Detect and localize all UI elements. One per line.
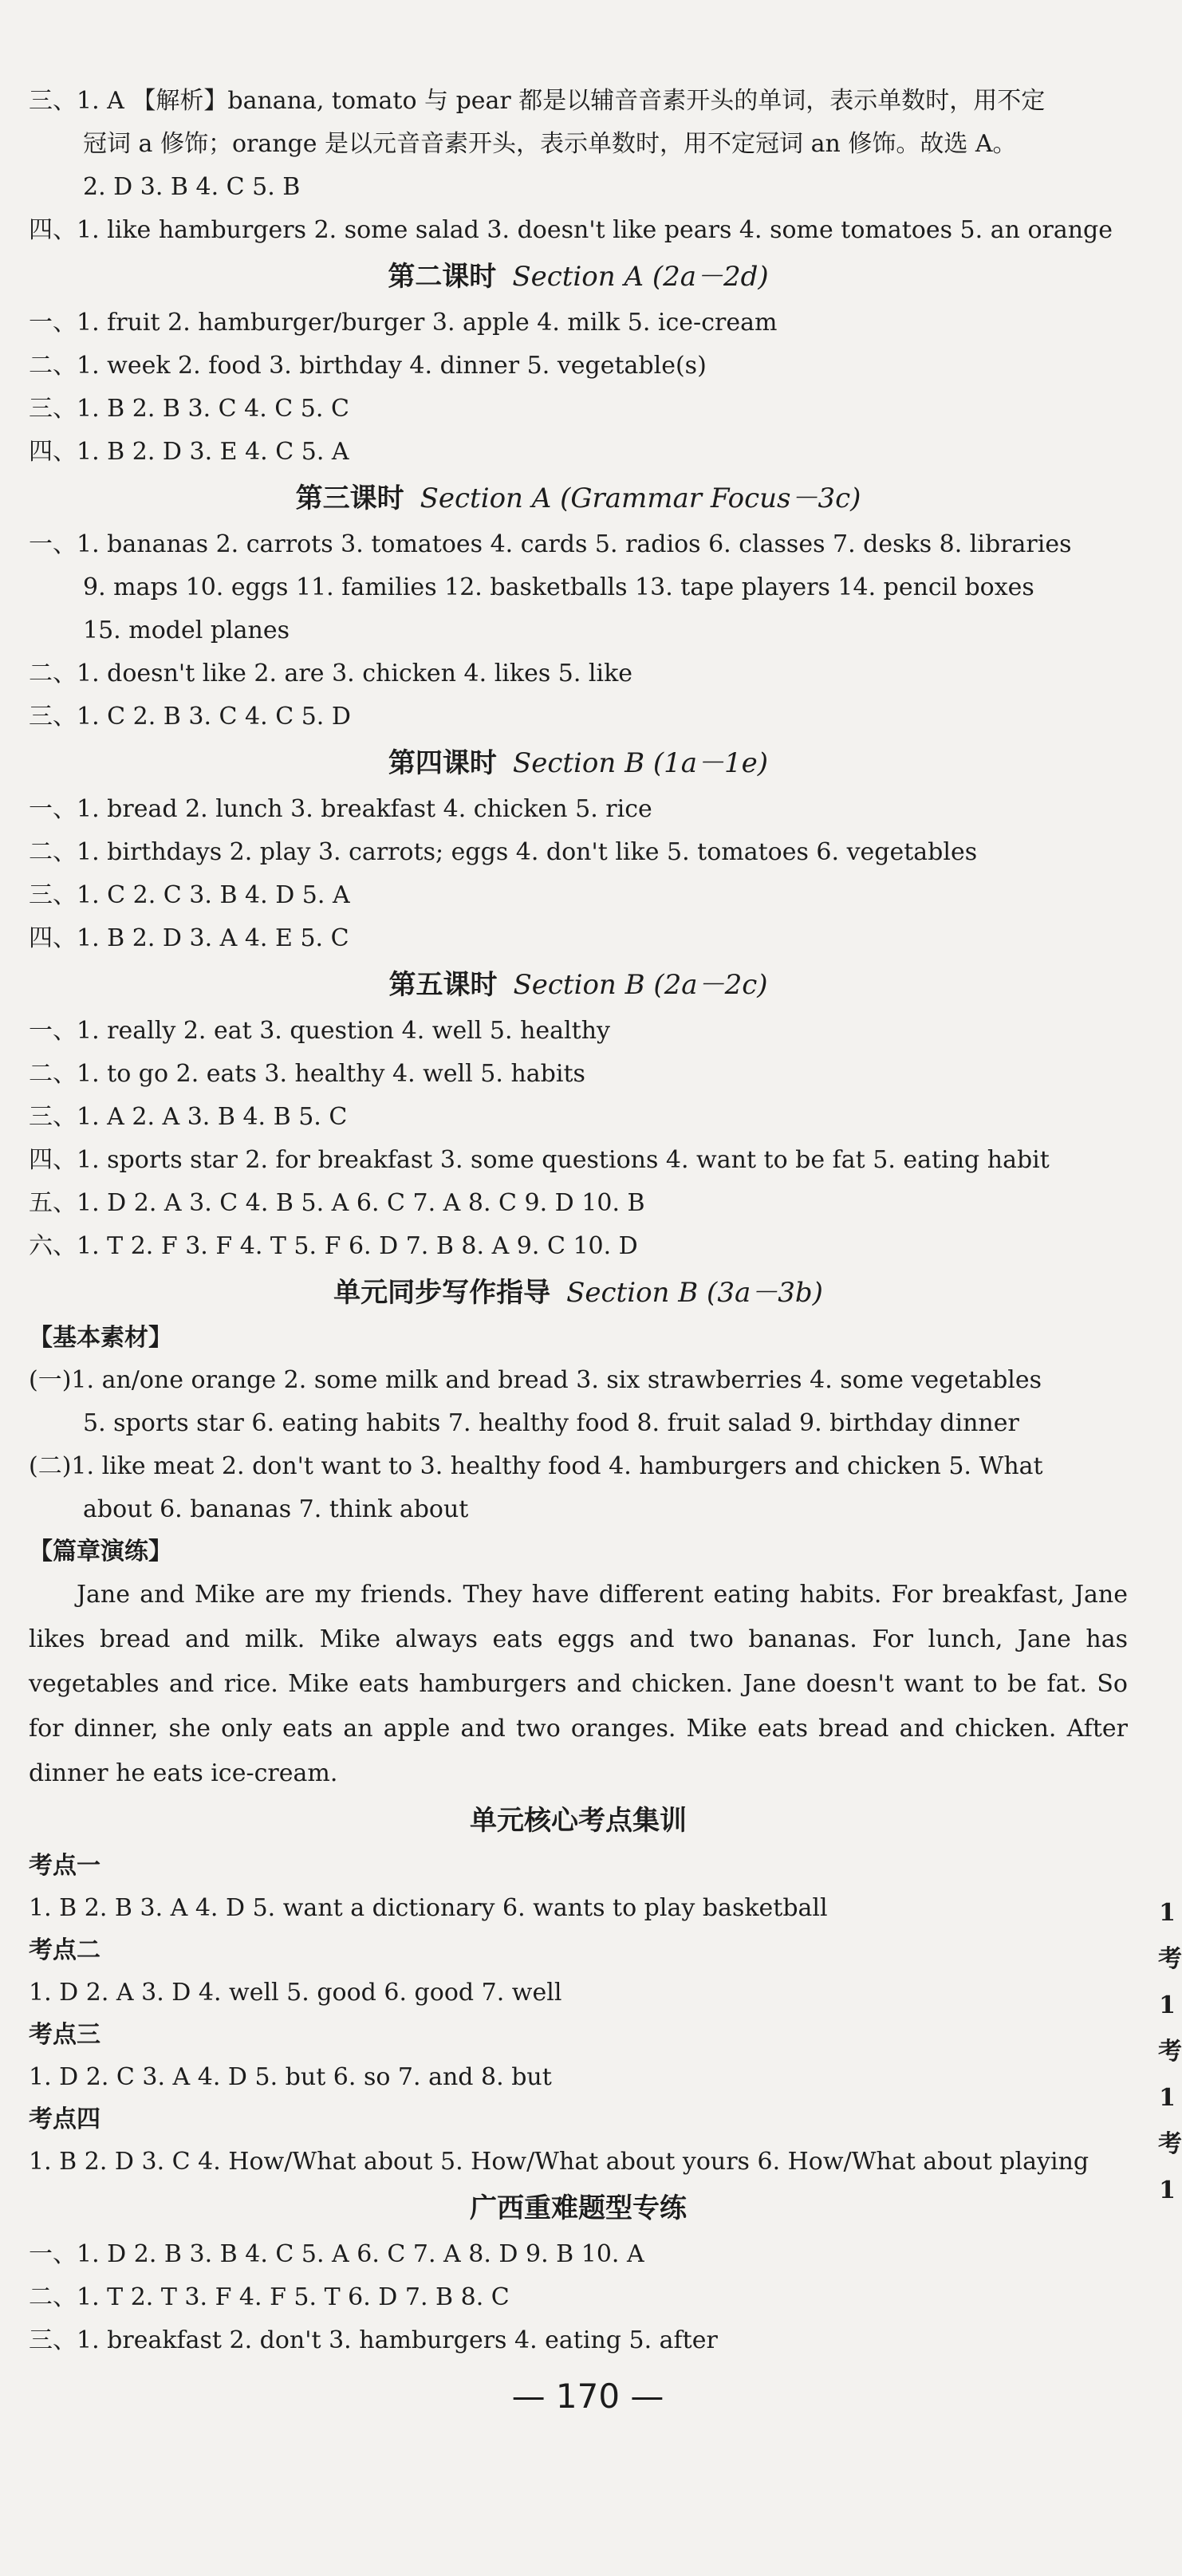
subhead: 【篇章演练】 [29, 1538, 172, 1566]
answer-line: 六、1. T 2. F 3. F 4. T 5. F 6. D 7. B 8. A 9. C 10. D [29, 1232, 638, 1260]
answer-line: 1. B 2. D 3. C 4. How/What about 5. How/What about yours 6. How/What about playing [29, 2148, 1089, 2176]
page-number: — 170 — [511, 2377, 664, 2416]
answer-line: 1. B 2. B 3. A 4. D 5. want a dictionary 6. wants to play basketball [29, 1894, 828, 1922]
answer-line: 三、1. C 2. C 3. B 4. D 5. A [29, 881, 350, 909]
answer-line: 一、1. really 2. eat 3. question 4. well 5. healthy [29, 1017, 610, 1045]
heading-title: 第三课时 [295, 483, 404, 514]
unit-heading [29, 1796, 1128, 1845]
heading-section: Section B (1a－1e) [512, 747, 769, 779]
answer-line: 一、1. fruit 2. hamburger/burger 3. apple 4. milk 5. ice-cream [29, 309, 778, 337]
subhead: 考点四 [29, 2105, 100, 2133]
answer-line: 冠词 a 修饰；orange 是以元音音素开头，表示单数时，用不定冠词 an 修饰。故选 A。 [83, 130, 1017, 158]
heading-title: 单元同步写作指导 [333, 1277, 551, 1309]
subhead: 考点三 [29, 2021, 100, 2049]
answer-line: 三、1. breakfast 2. don't 3. hamburgers 4. eating 5. after [29, 2326, 718, 2354]
answer-content [29, 80, 1128, 2362]
unit-heading [29, 1268, 1128, 1318]
edge-mark: 1 [1159, 1899, 1176, 1927]
answer-line: 一、1. bread 2. lunch 3. breakfast 4. chicken 5. rice [29, 795, 652, 823]
answer-line: 一、1. D 2. B 3. B 4. C 5. A 6. C 7. A 8. D 9. B 10. A [29, 2240, 644, 2268]
lesson-heading [29, 739, 1128, 788]
answer-line: 一、1. bananas 2. carrots 3. tomatoes 4. cards 5. radios 6. classes 7. desks 8. libraries [29, 530, 1072, 558]
answer-line: 三、1. C 2. B 3. C 4. C 5. D [29, 703, 351, 731]
edge-mark: 考 [1158, 1945, 1182, 1973]
answer-line: 二、1. to go 2. eats 3. healthy 4. well 5. habits [29, 1060, 585, 1088]
edge-mark: 1 [1159, 2084, 1176, 2112]
answer-line: 三、1. A 【解析】banana, tomato 与 pear 都是以辅音音素开头的单词，表示单数时，用不定 [29, 87, 1046, 115]
heading-title: 广西重难题型专练 [470, 2192, 687, 2224]
answer-line: (二)1. like meat 2. don't want to 3. healthy food 4. hamburgers and chicken 5. What [29, 1452, 1043, 1480]
lesson-heading [29, 960, 1128, 1010]
answer-line: 五、1. D 2. A 3. C 4. B 5. A 6. C 7. A 8. C 9. D 10. B [29, 1189, 645, 1217]
answer-line: 四、1. B 2. D 3. A 4. E 5. C [29, 924, 349, 952]
heading-title: 第四课时 [388, 747, 497, 779]
subhead: 考点二 [29, 1936, 100, 1964]
answer-line: 二、1. birthdays 2. play 3. carrots; eggs 4. don't like 5. tomatoes 6. vegetables [29, 838, 978, 866]
lesson-heading [29, 474, 1128, 523]
answer-line: 四、1. sports star 2. for breakfast 3. some questions 4. want to be fat 5. eating habit [29, 1146, 1050, 1174]
edge-marks [1158, 1890, 1182, 2214]
edge-mark: 考 [1158, 2038, 1182, 2066]
answer-line: 5. sports star 6. eating habits 7. healthy food 8. fruit salad 9. birthday dinner [83, 1409, 1019, 1437]
lesson-heading [29, 252, 1128, 301]
edge-mark: 1 [1159, 1991, 1176, 2019]
edge-mark: 1 [1159, 2176, 1176, 2204]
answer-line: 二、1. week 2. food 3. birthday 4. dinner 5. vegetable(s) [29, 352, 707, 380]
unit-heading [29, 2184, 1128, 2233]
answer-line: 三、1. A 2. A 3. B 4. B 5. C [29, 1103, 348, 1131]
answer-line: (一)1. an/one orange 2. some milk and bread 3. six strawberries 4. some vegetables [29, 1366, 1042, 1394]
heading-section: Section B (2a－2c) [513, 969, 768, 1001]
answer-line: 1. D 2. A 3. D 4. well 5. good 6. good 7. well [29, 1979, 562, 2007]
heading-section: Section A (Grammar Focus－3c) [420, 483, 861, 514]
answer-line: 1. D 2. C 3. A 4. D 5. but 6. so 7. and 8. but [29, 2063, 552, 2091]
essay-paragraph: Jane and Mike are my friends. They have different eating habits. For breakfast, Jane likes bread and milk. Mike always eats eggs and two bananas. For lunch, Jane has vegetables and rice. Mike eats hamburgers and chicken. Jane doesn't want to be fat. So for dinner, she only eats an apple and two oranges. Mike eats bread and chicken. After dinner he eats ice-cream. [29, 1581, 1128, 1787]
heading-section: Section A (2a－2d) [512, 261, 769, 293]
subhead: 【基本素材】 [29, 1324, 172, 1352]
heading-title: 单元核心考点集训 [470, 1805, 687, 1837]
answer-line: 二、1. doesn't like 2. are 3. chicken 4. likes 5. like [29, 660, 633, 687]
heading-section: Section B (3a－3b) [566, 1277, 823, 1309]
edge-mark: 考 [1158, 2130, 1182, 2158]
heading-title: 第五课时 [388, 969, 498, 1001]
answer-line: 四、1. like hamburgers 2. some salad 3. doesn't like pears 4. some tomatoes 5. an orange [29, 216, 1113, 244]
answer-line: about 6. bananas 7. think about [83, 1495, 469, 1523]
subhead: 考点一 [29, 1852, 100, 1880]
answer-line: 二、1. T 2. T 3. F 4. F 5. T 6. D 7. B 8. C [29, 2283, 510, 2311]
answer-line: 三、1. B 2. B 3. C 4. C 5. C [29, 395, 349, 423]
heading-title: 第二课时 [388, 261, 497, 293]
answer-line: 四、1. B 2. D 3. E 4. C 5. A [29, 438, 349, 466]
answer-line: 9. maps 10. eggs 11. families 12. basketballs 13. tape players 14. pencil boxes [83, 573, 1034, 601]
answer-line: 15. model planes [83, 616, 290, 644]
answer-line: 2. D 3. B 4. C 5. B [83, 173, 301, 201]
